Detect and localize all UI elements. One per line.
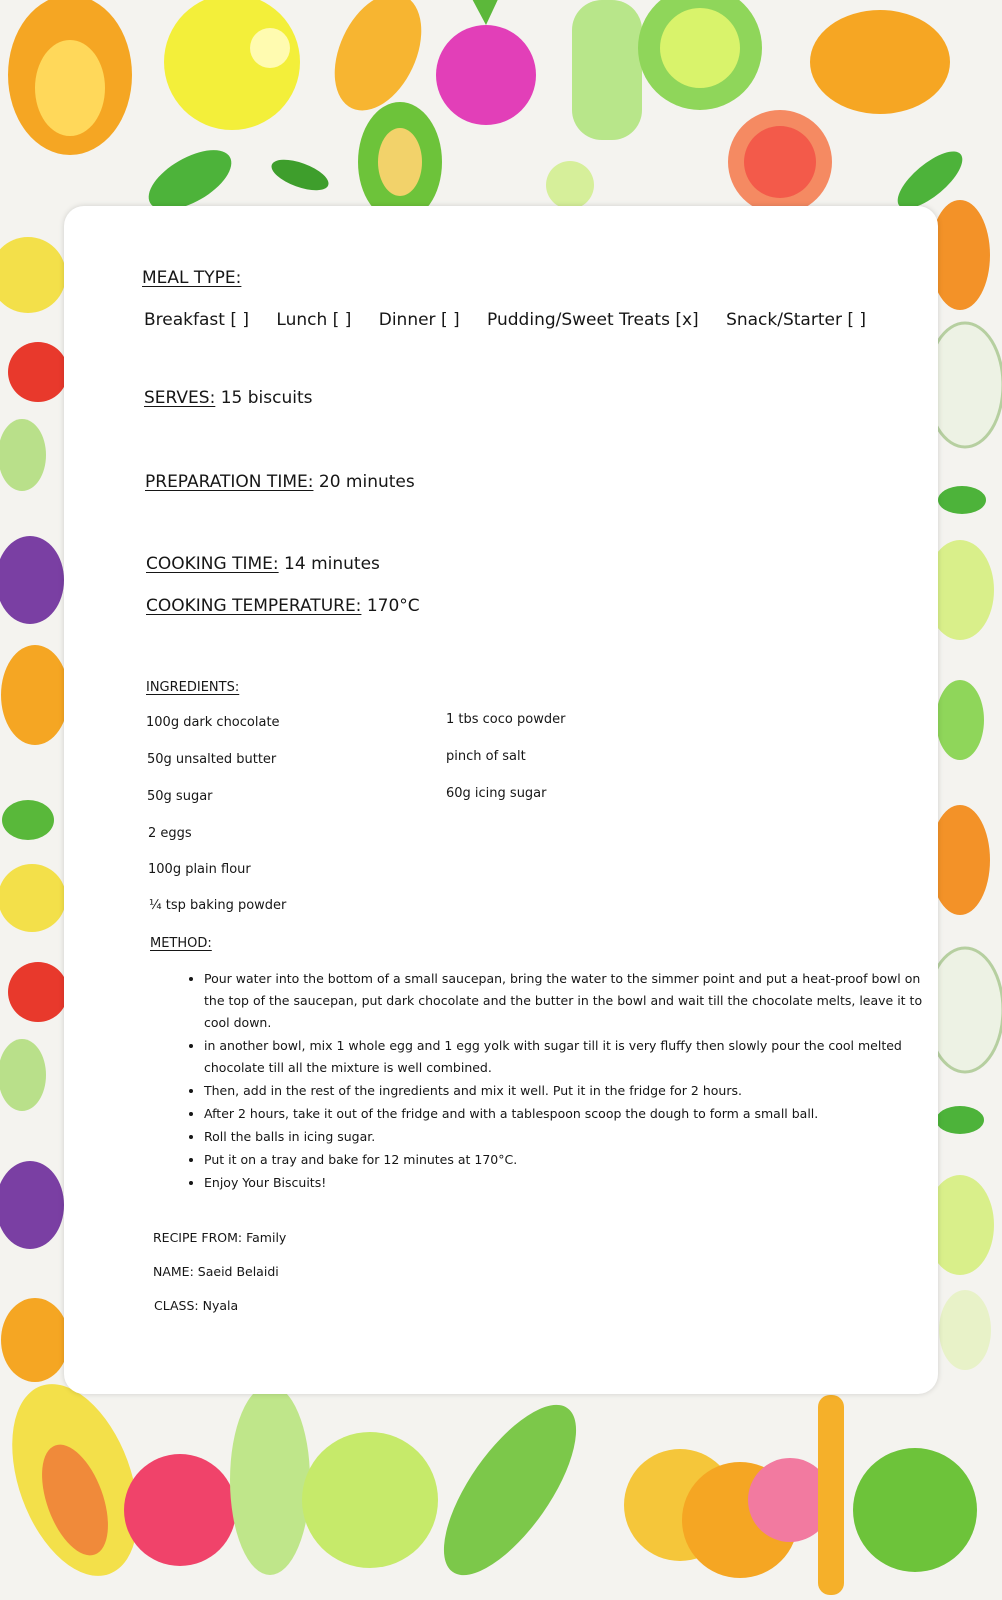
meal-type-options xyxy=(144,310,888,330)
meal-option-breakfast: Breakfast [ ] xyxy=(144,310,249,330)
left-veg-column xyxy=(0,237,69,1382)
guava-half-icon xyxy=(728,110,832,214)
cooking-time-label: COOKING TIME: xyxy=(146,554,279,574)
method-steps xyxy=(184,968,924,1195)
meal-option-snack: Snack/Starter [ ] xyxy=(726,310,867,330)
class-row xyxy=(154,1298,238,1313)
method-step-6: • Put it on a tray and bake for 12 minutes at 170°C. xyxy=(204,1149,924,1171)
ingredient-left-0: 100g dark chocolate xyxy=(146,715,280,730)
ingredient-left-3: 2 eggs xyxy=(148,826,192,841)
ingredient-left-2: 50g sugar xyxy=(147,789,213,804)
name-label: NAME: xyxy=(153,1264,194,1279)
cooking-time-row xyxy=(146,554,380,574)
class-value: Nyala xyxy=(202,1298,239,1313)
mango-icon xyxy=(317,0,438,124)
meal-type-label: MEAL TYPE: xyxy=(142,268,242,288)
avocado-icon xyxy=(358,102,442,222)
ingredient-left-1: 50g unsalted butter xyxy=(147,752,277,767)
meal-option-lunch: Lunch [ ] xyxy=(276,310,352,330)
mango-right-icon xyxy=(810,10,950,114)
ingredient-right-2: 60g icing sugar xyxy=(446,786,547,801)
celery-icon xyxy=(572,0,642,140)
recipe-document xyxy=(64,206,938,1394)
ingredient-left-5: ¼ tsp baking powder xyxy=(149,898,287,913)
method-step-7: • Enjoy Your Biscuits! xyxy=(204,1172,924,1194)
recipe-from-label: RECIPE FROM: xyxy=(153,1230,243,1245)
class-label: CLASS: xyxy=(154,1298,199,1313)
cooking-temperature-value: 170°C xyxy=(366,596,420,616)
method-step-2: • in another bowl, mix 1 whole egg and 1 egg yolk with sugar till it is very fluffy then slowly pour the cool melted chocolate till all the mixture is well combined. xyxy=(204,1035,924,1079)
cooking-temperature-row xyxy=(146,596,420,616)
name-value: Saeid Belaidi xyxy=(197,1264,279,1279)
cooking-time-value: 14 minutes xyxy=(284,554,380,574)
ingredients-label: INGREDIENTS: xyxy=(146,680,240,695)
bottom-veg-row xyxy=(0,1367,977,1595)
serves-label: SERVES: xyxy=(144,388,216,408)
preparation-time-row xyxy=(145,472,415,492)
method-step-1: • Pour water into the bottom of a small saucepan, bring the water to the simmer point and put a heat-proof bowl on the top of the saucepan, put dark chocolate and the butter in the bowl and wait till the chocolate melts, leave it to cool down. xyxy=(204,968,924,1034)
bulb-icon xyxy=(546,161,594,209)
cooking-temperature-label: COOKING TEMPERATURE: xyxy=(146,596,362,616)
ingredient-left-4: 100g plain flour xyxy=(148,862,251,877)
serves-value: 15 biscuits xyxy=(220,388,313,408)
recipe-sheet xyxy=(64,206,938,1394)
name-row xyxy=(153,1264,279,1279)
melon-icon xyxy=(638,0,762,110)
sprout-icon xyxy=(268,153,333,196)
method-step-3: • Then, add in the rest of the ingredients and mix it well. Put it in the fridge for 2 hours. xyxy=(204,1080,924,1102)
preparation-time-label: PREPARATION TIME: xyxy=(145,472,314,492)
papaya-icon xyxy=(8,0,132,155)
meal-option-pudding: Pudding/Sweet Treats [x] xyxy=(487,310,699,330)
apple-icon xyxy=(164,0,300,130)
method-step-5: • Roll the balls in icing sugar. xyxy=(204,1126,924,1148)
meal-option-dinner: Dinner [ ] xyxy=(378,310,460,330)
ingredient-right-0: 1 tbs coco powder xyxy=(446,712,566,727)
method-step-4: • After 2 hours, take it out of the fridge and with a tablespoon scoop the dough to form a small ball. xyxy=(204,1103,924,1125)
serves-row xyxy=(144,388,313,408)
method-label: METHOD: xyxy=(150,936,212,951)
radish-icon xyxy=(436,0,536,125)
preparation-time-value: 20 minutes xyxy=(318,472,415,492)
ingredient-right-1: pinch of salt xyxy=(446,749,526,764)
recipe-from-row xyxy=(153,1230,286,1245)
recipe-from-value: Family xyxy=(246,1230,287,1245)
